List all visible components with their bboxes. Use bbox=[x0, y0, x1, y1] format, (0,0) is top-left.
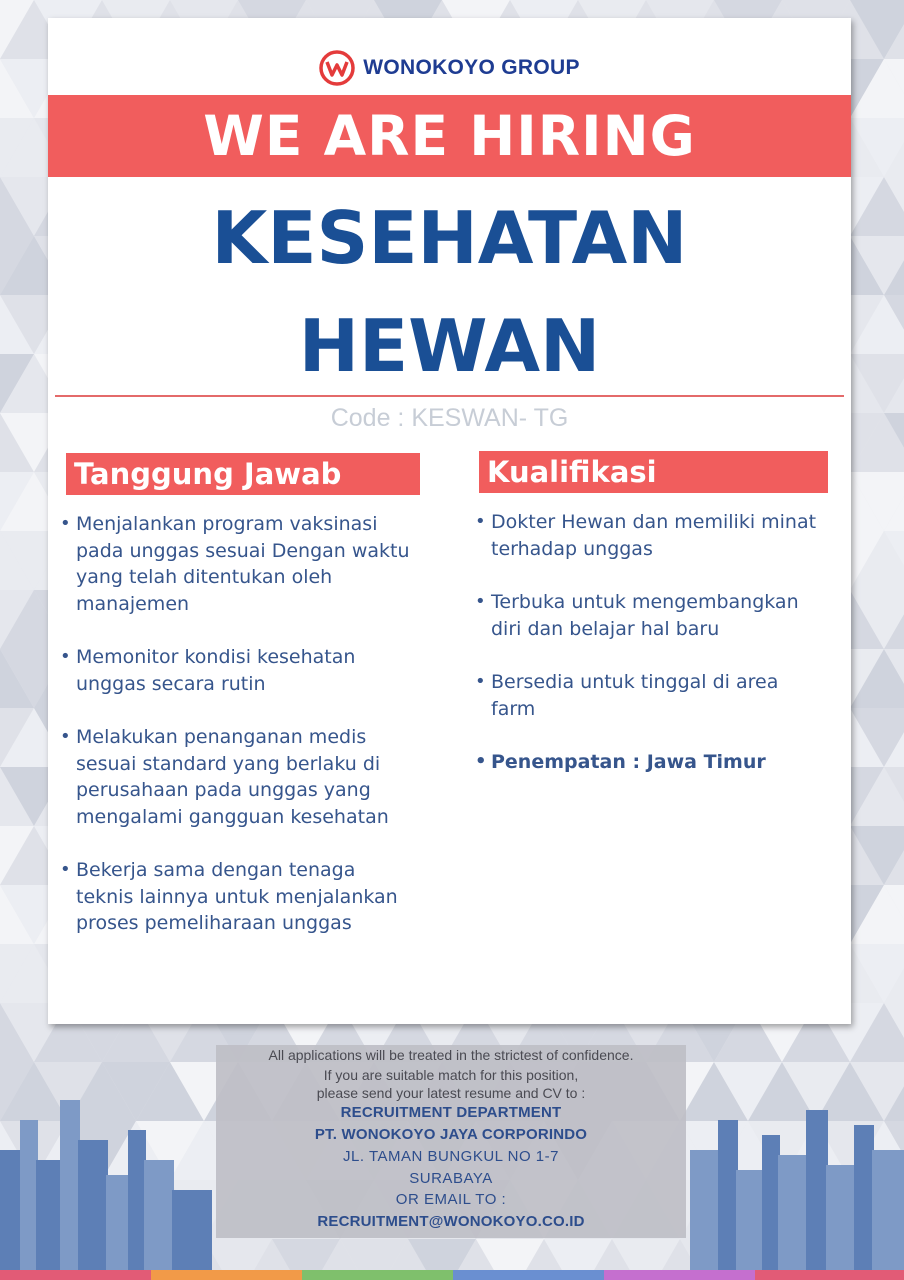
responsibilities-item bbox=[60, 511, 410, 617]
qualifications-item bbox=[475, 749, 766, 776]
bullet-line: proses pemeliharaan unggas bbox=[76, 912, 352, 934]
bullet-line: unggas secara rutin bbox=[76, 672, 266, 695]
bullet-icon: • bbox=[60, 513, 71, 534]
suitable-match-note: If you are suitable match for this position, bbox=[323, 1067, 579, 1083]
qualifications-heading: Kualifikasi bbox=[479, 451, 828, 493]
confidentiality-note: All applications will be treated in the strictest of confidence. bbox=[268, 1047, 634, 1063]
bullet-line: Bersedia untuk tinggal di area bbox=[491, 671, 779, 693]
position-title-line1: KESEHATAN bbox=[211, 196, 688, 280]
company-name: WONOKOYO GROUP bbox=[363, 56, 580, 79]
bullet-line: Terbuka untuk mengembangkan bbox=[491, 591, 799, 613]
qualifications-item bbox=[475, 589, 799, 642]
responsibilities-item bbox=[60, 857, 398, 937]
company-address: JL. TAMAN BUNGKUL NO 1-7 bbox=[343, 1148, 559, 1165]
bullet-icon: • bbox=[60, 859, 71, 880]
responsibilities-heading: Tanggung Jawab bbox=[66, 453, 420, 495]
bullet-line: teknis lainnya untuk menjalankan bbox=[76, 885, 398, 908]
company-logo bbox=[48, 48, 851, 88]
bullet-line: Bekerja sama dengan tenaga bbox=[76, 859, 356, 881]
bullet-icon: • bbox=[475, 671, 486, 692]
position-title-line2: HEWAN bbox=[298, 304, 601, 388]
bullet-line: manajemen bbox=[76, 592, 190, 615]
company-city: SURABAYA bbox=[409, 1170, 493, 1187]
bullet-line: pada unggas sesuai Dengan waktu bbox=[76, 539, 410, 562]
bullet-line: terhadap unggas bbox=[491, 537, 653, 560]
recruitment-department: RECRUITMENT DEPARTMENT bbox=[340, 1104, 562, 1121]
bullet-icon: • bbox=[475, 591, 486, 612]
hiring-banner bbox=[48, 95, 851, 177]
company-legal-name: PT. WONOKOYO JAYA CORPORINDO bbox=[314, 1126, 588, 1143]
bullet-line: diri dan belajar hal baru bbox=[491, 617, 720, 640]
qualifications-item bbox=[475, 509, 817, 562]
wonokoyo-logo-icon bbox=[319, 50, 355, 86]
bullet-line: perusahaan pada unggas yang bbox=[76, 779, 371, 801]
bullet-line: farm bbox=[491, 697, 536, 720]
send-resume-note: please send your latest resume and CV to : bbox=[316, 1085, 586, 1101]
bullet-icon: • bbox=[475, 751, 487, 772]
email-prompt: OR EMAIL TO : bbox=[395, 1191, 507, 1208]
bullet-line: sesuai standard yang berlaku di bbox=[76, 752, 381, 775]
qualifications-item bbox=[475, 669, 779, 722]
bullet-line: Memonitor kondisi kesehatan bbox=[76, 646, 356, 668]
responsibilities-item bbox=[60, 724, 389, 830]
bullet-line: yang telah ditentukan oleh bbox=[76, 566, 333, 588]
hiring-headline: WE ARE HIRING bbox=[203, 104, 696, 168]
application-info-box bbox=[216, 1045, 686, 1238]
bullet-icon: • bbox=[475, 511, 486, 532]
bullet-line: Menjalankan program vaksinasi bbox=[76, 513, 378, 535]
position-code: Code : KESWAN- TG bbox=[330, 404, 569, 432]
responsibilities-item bbox=[60, 644, 356, 697]
bullet-icon: • bbox=[60, 646, 71, 667]
bullet-line: mengalami gangguan kesehatan bbox=[76, 805, 389, 828]
bullet-line: Melakukan penanganan medis bbox=[76, 726, 367, 748]
job-poster-card bbox=[48, 18, 851, 1024]
bullet-line: Dokter Hewan dan memiliki minat bbox=[491, 511, 817, 533]
bullet-icon: • bbox=[60, 726, 71, 747]
bullet-line: Penempatan : Jawa Timur bbox=[491, 751, 766, 773]
divider bbox=[55, 395, 844, 397]
recruitment-email[interactable]: RECRUITMENT@WONOKOYO.CO.ID bbox=[317, 1213, 585, 1230]
